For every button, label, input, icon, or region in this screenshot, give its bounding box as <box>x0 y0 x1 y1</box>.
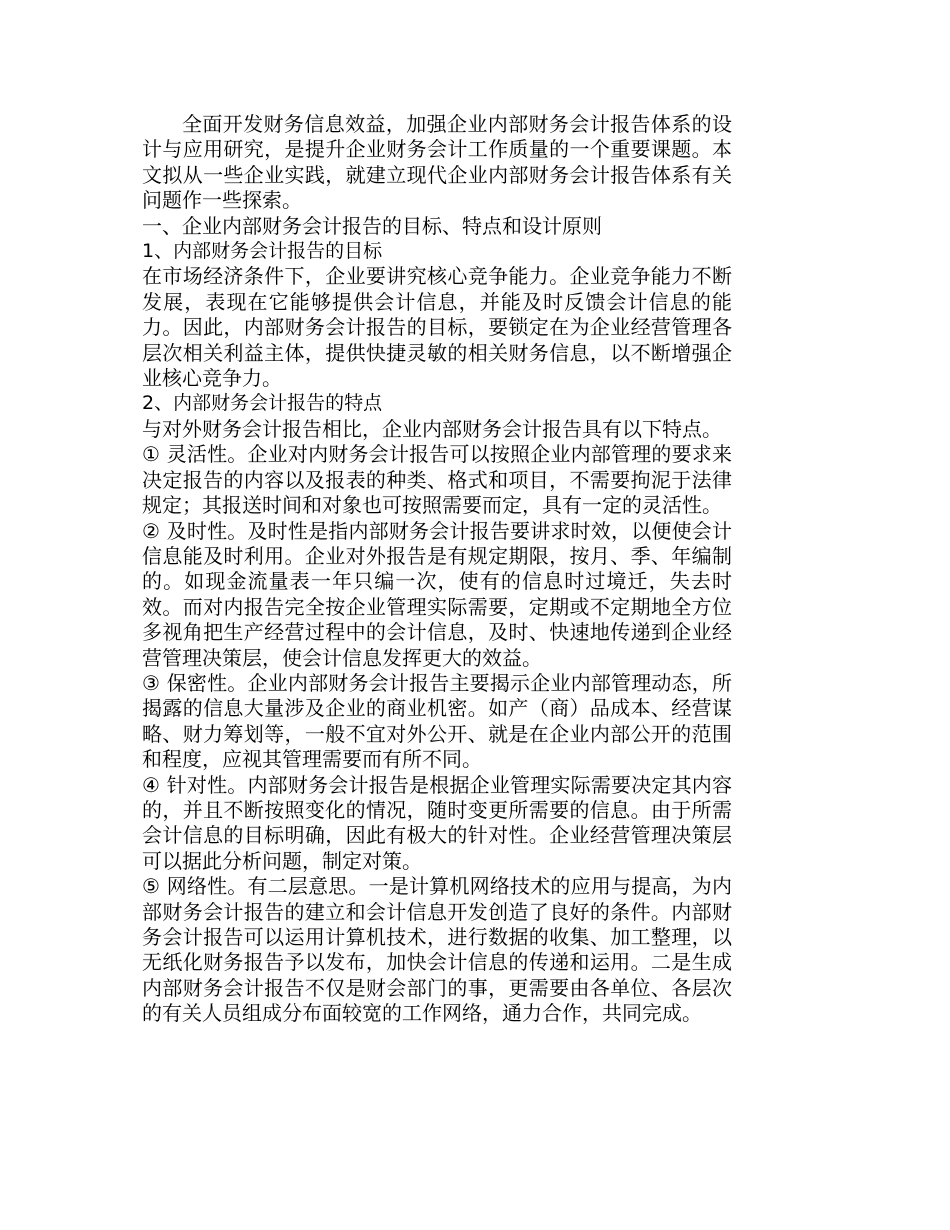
subsection-1-heading: 1、内部财务会计报告的目标 <box>142 240 383 263</box>
section-1-heading: 一、企业内部财务会计报告的目标、特点和设计原则 <box>142 213 602 238</box>
point-timeliness <box>142 519 732 671</box>
point-network <box>142 874 732 1026</box>
subsection-2-heading: 2、内部财务会计报告的特点 <box>142 392 383 415</box>
point-text: 灵活性。企业对内财务会计报告可以按照企业内部管理的要求来决定报告的内容以及报表的种类、格式和项目，不需要拘泥于法律规定；其报送时间和对象也可按照需要而定，具有一定的灵活性。 <box>142 442 733 518</box>
subsection-1-paragraph: 在市场经济条件下，企业要讲究核心竞争能力。企业竞争能力不断发展，表现在它能够提供会计信息，并能及时反馈会计信息的能力。因此，内部财务会计报告的目标，要锁定在为企业经营管理各层次相关利益主体，提供快捷灵敏的相关财务信息，以不断增强企业核心竞争力。 <box>142 264 732 391</box>
subsection-2-intro: 与对外财务会计报告相比，企业内部财务会计报告具有以下特点。 <box>142 416 722 441</box>
point-marker: ③ <box>142 670 161 695</box>
point-marker: ⑤ <box>142 874 161 899</box>
point-confidentiality <box>142 671 732 773</box>
intro-paragraph: 全面开发财务信息效益，加强企业内部财务会计报告体系的设计与应用研究，是提升企业财务会计工作质量的一个重要课题。本文拟从一些企业实践，就建立现代企业内部财务会计报告体系有关问题作一些探索。 <box>142 112 732 213</box>
point-text: 针对性。内部财务会计报告是根据企业管理实际需要决定其内容的，并且不断按照变化的情况，随时变更所需要的信息。由于所需会计信息的目标明确，因此有极大的针对性。企业经营管理决策层可以据此分析问题，制定对策。 <box>142 772 733 873</box>
point-marker: ② <box>142 518 161 543</box>
point-pertinence <box>142 773 732 875</box>
document-body <box>142 112 732 1027</box>
point-marker: ① <box>142 442 161 467</box>
point-flexibility <box>142 442 732 518</box>
point-marker: ④ <box>142 772 161 797</box>
point-text: 网络性。有二层意思。一是计算机网络技术的应用与提高，为内部财务会计报告的建立和会计信息开发创造了良好的条件。内部财务会计报告可以运用计算机技术，进行数据的收集、加工整理，以无纸化财务报告予以发布，加快会计信息的传递和运用。二是生成内部财务会计报告不仅是财会部门的事，更需要由各单位、各层次的有关人员组成分布面较宽的工作网络，通力合作，共同完成。 <box>142 874 733 1026</box>
point-text: 及时性。及时性是指内部财务会计报告要讲求时效，以便使会计信息能及时利用。企业对外报告是有规定期限，按月、季、年编制的。如现金流量表一年只编一次，使有的信息时过境迁，失去时效。而对内报告完全按企业管理实际需要，定期或不定期地全方位多视角把生产经营过程中的会计信息，及时、快速地传递到企业经营管理决策层，使会计信息发挥更大的效益。 <box>142 518 733 670</box>
point-text: 保密性。企业内部财务会计报告主要揭示企业内部管理动态，所揭露的信息大量涉及企业的商业机密。如产（商）品成本、经营谋略、财力筹划等，一般不宜对外公开、就是在企业内部公开的范围和程度，应视其管理需要而有所不同。 <box>142 670 733 772</box>
